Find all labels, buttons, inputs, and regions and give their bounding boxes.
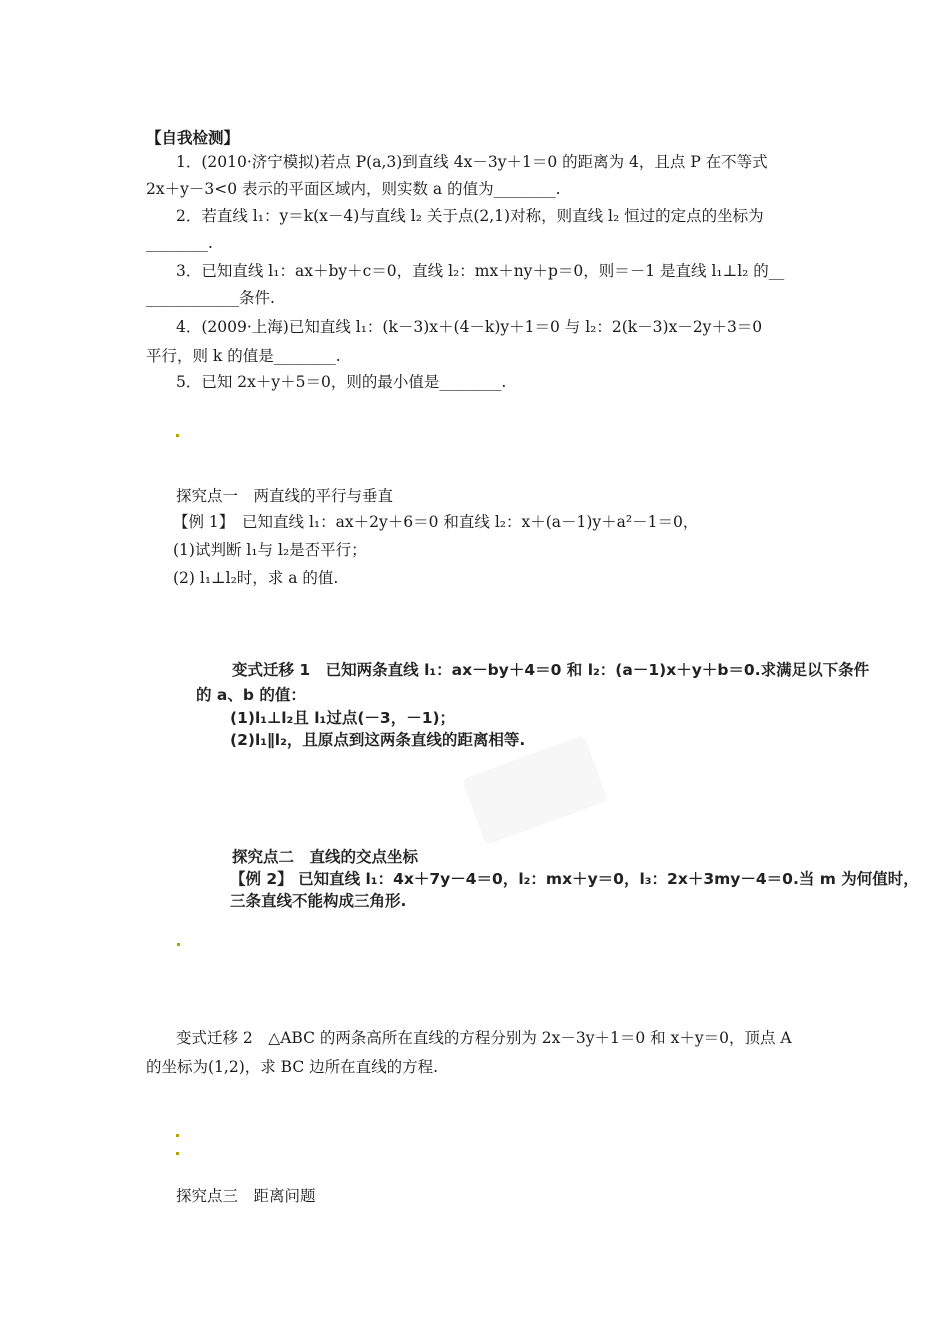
q3-line2: ____________条件. [146, 289, 275, 307]
example1-part1: (1)试判断 l₁与 l₂是否平行； [173, 541, 367, 559]
self-check-heading: 【自我检测】 [146, 128, 240, 147]
section1-title: 探究点一 两直线的平行与垂直 [176, 487, 394, 505]
example1-statement: 【例 1】 已知直线 l₁：ax＋2y＋6＝0 和直线 l₂：x＋(a－1)y＋a²－1＝0， [173, 513, 699, 531]
q1-line1: 1．(2010·济宁模拟)若点 P(a,3)到直线 4x－3y＋1＝0 的距离为 4，且点 P 在不等式 [176, 153, 768, 171]
section3-title: 探究点三 距离问题 [176, 1187, 316, 1205]
variant1-part2: (2)l₁∥l₂，且原点到这两条直线的距离相等. [230, 731, 526, 749]
marker-dot [176, 1152, 179, 1155]
example2-line1: 【例 2】 已知直线 l₁：4x＋7y－4＝0，l₂：mx＋y＝0，l₃：2x＋3my－4＝0.当 m 为何值时， [230, 870, 919, 888]
watermark [462, 735, 608, 845]
section2-title: 探究点二 直线的交点坐标 [232, 848, 419, 866]
variant1-line1: 变式迁移 1 已知两条直线 l₁：ax－by＋4＝0 和 l₂：(a－1)x＋y＋b＝0.求满足以下条件 [232, 661, 870, 679]
variant2-line1: 变式迁移 2 △ABC 的两条高所在直线的方程分别为 2x－3y＋1＝0 和 x＋y＝0，顶点 A [176, 1029, 792, 1047]
variant2-line2: 的坐标为(1,2)，求 BC 边所在直线的方程. [146, 1058, 439, 1076]
q4-line1: 4．(2009·上海)已知直线 l₁：(k－3)x＋(4－k)y＋1＝0 与 l₂：2(k－3)x－2y＋3＝0 [176, 318, 763, 336]
q5: 5．已知 2x＋y＋5＝0，则的最小值是________. [176, 373, 507, 391]
variant1-part1: (1)l₁⊥l₂且 l₁过点(－3，－1)； [230, 709, 456, 727]
example1-part2: (2) l₁⊥l₂时，求 a 的值. [173, 569, 339, 587]
marker-dot [176, 1134, 179, 1137]
q1-line2: 2x＋y－3<0 表示的平面区域内，则实数 a 的值为________. [146, 180, 561, 198]
marker-dot [177, 943, 180, 946]
marker-dot [176, 434, 179, 437]
q3-line1: 3．已知直线 l₁：ax＋by＋c＝0，直线 l₂：mx＋ny＋p＝0，则＝－1 是直线 l₁⊥l₂ 的__ [176, 262, 785, 280]
example2-line2: 三条直线不能构成三角形. [230, 892, 407, 910]
q2-line2: ________. [146, 234, 213, 252]
q2-line1: 2．若直线 l₁：y＝k(x－4)与直线 l₂ 关于点(2,1)对称，则直线 l₂ 恒过的定点的坐标为 [176, 207, 764, 225]
q4-line2: 平行，则 k 的值是________. [146, 347, 341, 365]
variant1-line2: 的 a、b 的值： [196, 686, 306, 704]
